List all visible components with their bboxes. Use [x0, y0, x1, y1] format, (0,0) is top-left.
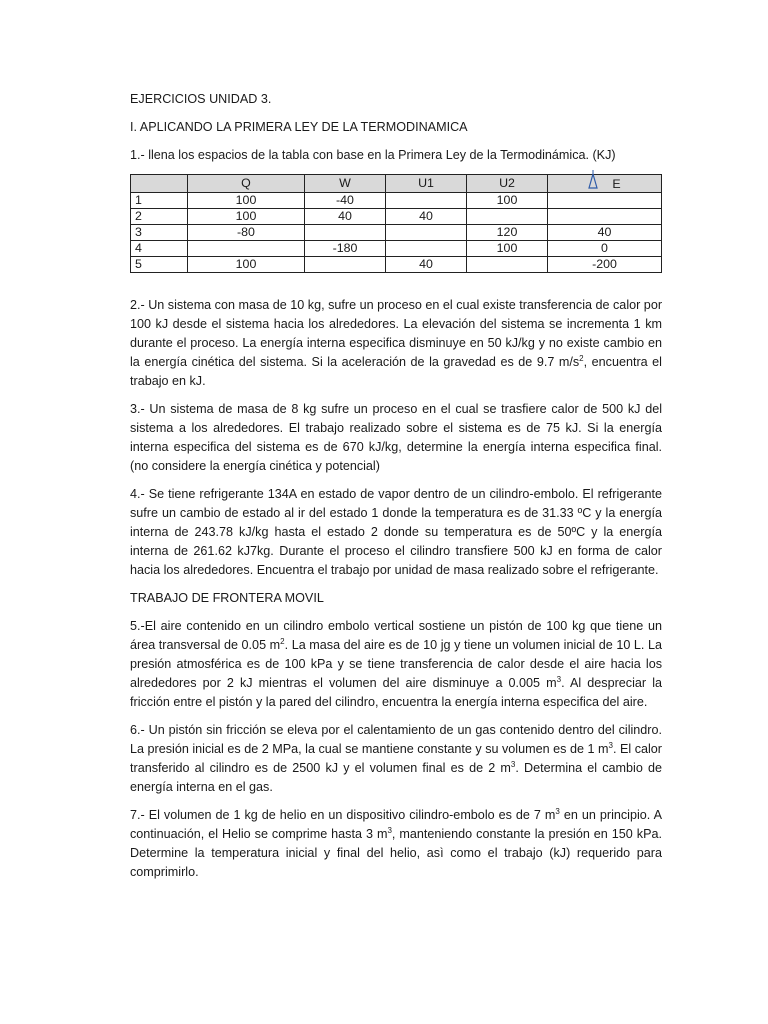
superscript: 3 [510, 759, 516, 769]
delta-symbol-icon [588, 175, 598, 189]
table-cell: 40 [386, 209, 467, 225]
table-header-cell: W [305, 175, 386, 193]
document-body [130, 90, 662, 891]
exercise-2 [130, 296, 662, 391]
exercise-6 [130, 721, 662, 797]
table-cell: 2 [131, 209, 188, 225]
exercise-7 [130, 806, 662, 882]
exercise-7-text: 7.- El volumen de 1 kg de helio en un dispositivo cilindro-embolo es de 7 m [130, 808, 556, 822]
section-heading-moving-boundary: TRABAJO DE FRONTERA MOVIL [130, 591, 324, 605]
exercise-5-text: . Al despreciar la fricción entre el pistón y la pared del cilindro, encuentra la energía interna especifica del aire. [130, 676, 662, 709]
first-law-table [130, 174, 662, 273]
table-header-row [131, 175, 662, 193]
table-cell [188, 241, 305, 257]
table-cell: 0 [548, 241, 662, 257]
superscript: 3 [555, 806, 560, 816]
exercise-5-text: 5.-El aire contenido en un cilindro embolo vertical sostiene un pistón de 100 kg que tiene un área transversal de 0.05 m [130, 619, 662, 652]
superscript: 2 [579, 353, 584, 363]
table-header-label: E [612, 177, 621, 191]
table-header-cell: U2 [467, 175, 548, 193]
exercise-5-text: . La masa del aire es de 10 jg y tiene un volumen inicial de 10 L. La presión atmosférica es de 100 kPa y se tiene transferencia de calor desde el aire hacia los alrededores por 2 kJ mientras el volumen del aire disminuye a 0.005 m [130, 638, 663, 690]
exercise-5 [130, 617, 662, 712]
table-cell [305, 225, 386, 241]
table-cell [305, 257, 386, 273]
table-cell: 40 [386, 257, 467, 273]
exercise-6-text: . El calor transferido al cilindro es de 2500 kJ y el volumen final es de 2 m [130, 742, 662, 775]
table-cell: 4 [131, 241, 188, 257]
superscript: 2 [280, 636, 285, 646]
exercise-1: 1.- llena los espacios de la tabla con base en la Primera Ley de la Termodinámica. (KJ) [130, 148, 616, 162]
table-cell [467, 257, 548, 273]
table-cell: 120 [467, 225, 548, 241]
table-cell: 3 [131, 225, 188, 241]
table-cell: -80 [188, 225, 305, 241]
table-row [131, 257, 662, 273]
exercise-3: 3.- Un sistema de masa de 8 kg sufre un proceso en el cual se trasfiere calor de 500 kJ del sistema a los alrededores. El trabajo realizado sobre el sistema es de 75 kJ. Si la energía interna especifica del sistema es de 670 kJ/kg, determine la energía interna especifica final. (no considere la energía cinética y potencial) [130, 402, 662, 473]
table-cell [548, 193, 662, 209]
table-cell [386, 225, 467, 241]
exercise-2-text: , encuentra el trabajo en kJ. [130, 355, 662, 388]
table-cell: 100 [188, 193, 305, 209]
table-cell: 40 [305, 209, 386, 225]
table-cell: -200 [548, 257, 662, 273]
table-row [131, 209, 662, 225]
table-cell [386, 241, 467, 257]
exercise-4: 4.- Se tiene refrigerante 134A en estado de vapor dentro de un cilindro-embolo. El refrigerante sufre un cambio de estado al ir del estado 1 donde la temperatura es de 31.33 ºC y la energía interna de 243.78 kJ/kg hasta el estado 2 donde su temperatura es de 50ºC y la energía interna de 261.62 kJ7kg. Durante el proceso el cilindro transfiere 500 kJ en forma de calor hacia los alrededores. Encuentra el trabajo por unidad de masa realizado sobre el refrigerante. [130, 487, 662, 577]
table-header-cell-delta-e [548, 175, 662, 193]
exercise-6-text: . Determina el cambio de energía interna en el gas. [130, 761, 662, 794]
table-header-cell [131, 175, 188, 193]
superscript: 3 [608, 740, 613, 750]
table-cell: 100 [188, 257, 305, 273]
table-cell: 100 [467, 241, 548, 257]
table-cell: 5 [131, 257, 188, 273]
table-cell [548, 209, 662, 225]
exercise-6-text: 6.- Un pistón sin fricción se eleva por el calentamiento de un gas contenido dentro del cilindro. La presión inicial es de 2 MPa, la cual se mantiene constante y su volumen es de 1 m [130, 723, 662, 756]
table-cell: 1 [131, 193, 188, 209]
exercise-7-text: , manteniendo constante la presión en 150 kPa. Determine la temperatura inicial y final del helio, asì como el trabajo (kJ) requerido para comprimirlo. [130, 827, 662, 879]
table-row [131, 241, 662, 257]
table-cell: 100 [467, 193, 548, 209]
table-header-cell: Q [188, 175, 305, 193]
superscript: 3 [387, 825, 392, 835]
table-row [131, 225, 662, 241]
table-cell: -180 [305, 241, 386, 257]
table-cell [386, 193, 467, 209]
superscript: 3 [556, 674, 562, 684]
table-row [131, 193, 662, 209]
table-cell: -40 [305, 193, 386, 209]
section-heading-first-law: I. APLICANDO LA PRIMERA LEY DE LA TERMODINAMICA [130, 120, 468, 134]
exercise-7-text: en un principio. A continuación, el Helio se comprime hasta 3 m [130, 808, 662, 841]
table-cell: 100 [188, 209, 305, 225]
table-cell [467, 209, 548, 225]
table-header-cell: U1 [386, 175, 467, 193]
exercise-2-text: 2.- Un sistema con masa de 10 kg, sufre un proceso en el cual existe transferencia de calor por 100 kJ desde el sistema hacia los alrededores. La elevación del sistema se incrementa 1 km durante el proceso. La energía interna especifica disminuye en 50 kJ/kg y no existe cambio en la energía cinética del sistema. Si la aceleración de la gravedad es de 9.7 m/s [130, 298, 663, 369]
document-title: EJERCICIOS UNIDAD 3. [130, 92, 272, 106]
table-cell: 40 [548, 225, 662, 241]
